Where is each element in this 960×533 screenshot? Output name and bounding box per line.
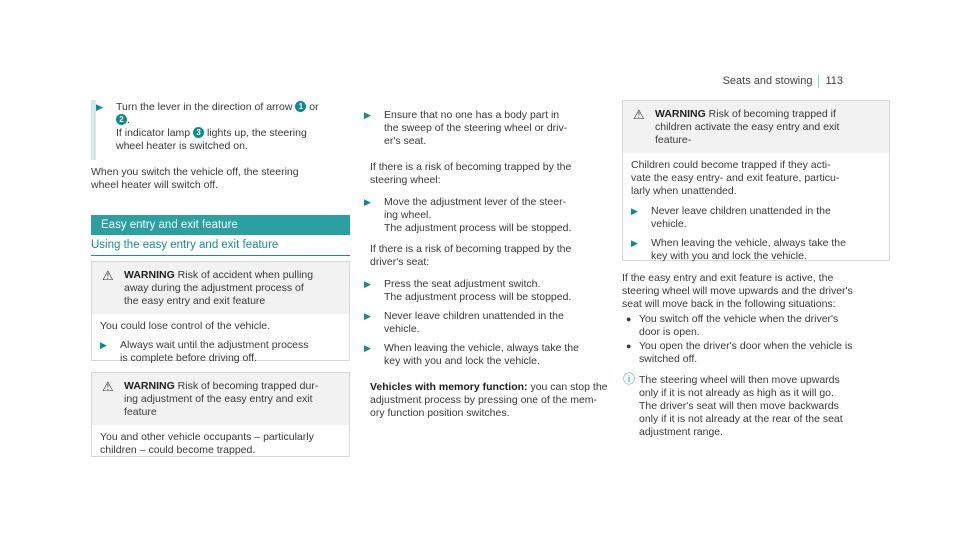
paragraph-seat-risk: If there is a risk of becoming trapped by the driver's seat: [370,243,572,268]
bullet-dot-icon: ● [626,341,632,351]
warning-triangle-icon: ⚠ [102,268,114,283]
step-ensure-no-body-part: ▶ Ensure that no one has a body part in the sweep of the steering wheel or driv- er's seat. [364,109,568,147]
warning-body: You could lose control of the vehicle. ▶ Always wait until the adjustment process is complete before driving off. [92,314,349,371]
warning-step-lock: ▶ When leaving the vehicle, always take the key with you and lock the vehicle. [631,237,846,262]
page-header [723,75,843,88]
triangle-right-icon: ▶ [631,206,638,216]
info-icon: ⓘ [623,372,636,386]
step-never-leave-children: ▶ Never leave children unattended in the vehicle. [364,310,564,335]
marker-1-icon: 1 [295,101,306,112]
paragraph-switch-off: When you switch the vehicle off, the steering wheel heater will switch off. [91,166,299,191]
bullet-dot-icon: ● [626,314,632,324]
warning-header: ⚠ WARNING Risk of accident when pulling away during the adjustment process of the easy entry and exit feature [92,262,349,314]
triangle-right-icon: ▶ [96,102,103,112]
marker-3-icon: 3 [193,127,204,138]
step-press-seat-switch: ▶ Press the seat adjustment switch. The adjustment process will be stopped. [364,278,572,303]
warning-box-trapped [91,372,350,457]
memory-function-label: Vehicles with memory function: [370,381,528,393]
triangle-right-icon: ▶ [364,343,371,353]
warning-box-accident [91,261,350,364]
warning-triangle-icon: ⚠ [633,107,645,122]
triangle-right-icon: ▶ [364,197,371,207]
triangle-right-icon: ▶ [364,279,371,289]
section-title: Easy entry and exit feature [91,215,350,235]
section-name: Seats and stowing [722,75,813,87]
paragraph-easy-entry-active: If the easy entry and exit feature is active, the steering wheel will move upwards and the driver's seat will move back in the following situations: [622,272,853,310]
paragraph-memory-function: Vehicles with memory function: you can stop the adjustment process by pressing one of the mem- ory function position switches. [370,381,608,419]
step-turn-lever: ▶ Turn the lever in the direction of arrow 1 or 2 . If indicator lamp 3 lights up, the steering wheel heater is switched on. [96,101,319,152]
triangle-right-icon: ▶ [364,311,371,321]
warning-header: ⚠ WARNING Risk of becoming trapped if children activate the easy entry and exit feature- [623,101,889,153]
warning-body: You and other vehicle occupants – particularly children – could become trapped. [100,431,314,456]
bullet-item: ● You switch off the vehicle when the driver's door is open. [626,313,839,338]
paragraph-steering-risk: If there is a risk of becoming trapped by the steering wheel: [370,161,572,186]
warning-triangle-icon: ⚠ [102,379,114,394]
subsection-title: Using the easy entry and exit feature [91,239,350,256]
marker-2-icon: 2 [116,114,127,125]
warning-step: ▶ Always wait until the adjustment process is complete before driving off. [100,339,309,364]
warning-body: Children could become trapped if they acti- vate the easy entry- and exit feature, particu- larly when unattended. ▶ Never leave children unattended in the vehicle. ▶ When leaving the vehicle, always take the key with you and lock the vehicle. [623,153,889,269]
bullet-item: ● You open the driver's door when the vehicle is switched off. [626,340,853,365]
step-lock-vehicle: ▶ When leaving the vehicle, always take the key with you and lock the vehicle. [364,342,579,367]
triangle-right-icon: ▶ [364,110,371,120]
warning-step-children: ▶ Never leave children unattended in the vehicle. [631,205,831,230]
warning-header: ⚠ WARNING Risk of becoming trapped dur- ing adjustment of the easy entry and exit feature [92,373,349,425]
warning-box-children [622,100,890,261]
triangle-right-icon: ▶ [100,340,107,350]
triangle-right-icon: ▶ [631,238,638,248]
page-number: 113 [818,75,843,88]
step-move-lever: ▶ Move the adjustment lever of the steer- ing wheel. The adjustment process will be stopped. [364,196,572,234]
info-note: ⓘ The steering wheel will then move upwards only if it is not already as high as it will go. The driver's seat will then move backwards only if it is not already at the rear of the seat adjustment range. [623,372,843,438]
